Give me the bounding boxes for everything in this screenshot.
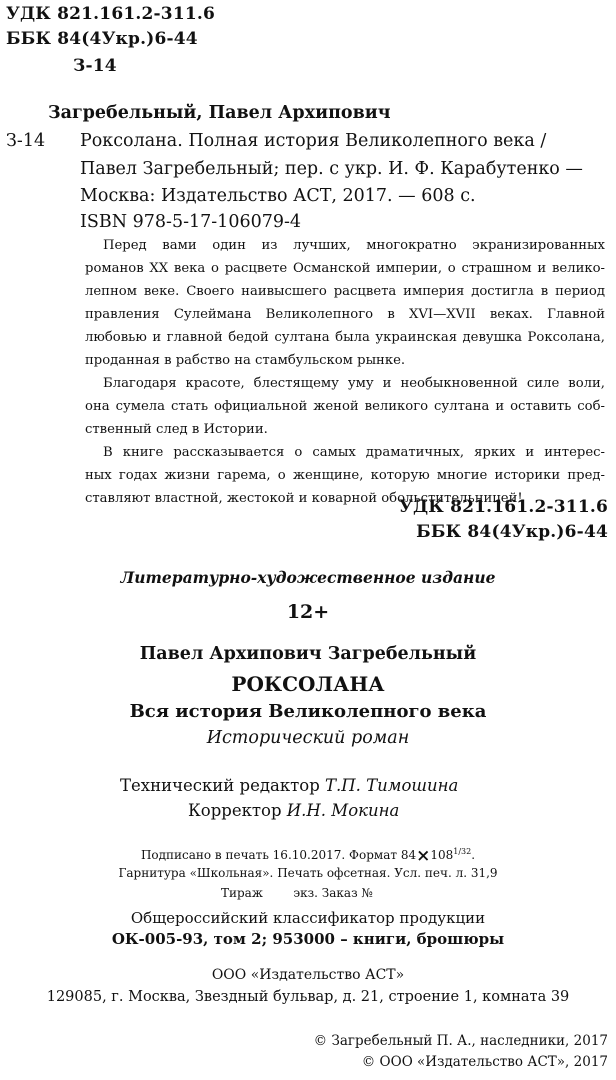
corrector-credit — [188, 801, 399, 820]
udk-code-bottom: УДК 821.161.2-311.6 — [398, 497, 608, 517]
classifier-code: ОК-005-93, том 2; 953000 – книги, брошюры — [111, 930, 505, 948]
corrector-name: И.Н. Мокина — [286, 801, 400, 820]
typeface-line: Гарнитура «Школьная». Печать офсетная. Усл. печ. л. 31,9 — [118, 866, 498, 880]
classifier-title: Общероссийский классификатор продукции — [130, 909, 486, 927]
format-fraction: 1/32 — [453, 847, 472, 856]
book-author: Павел Архипович Загребельный — [139, 644, 477, 664]
annotation — [85, 234, 605, 510]
author-heading: Загребельный, Павел Архипович — [48, 103, 391, 123]
tech-editor-credit — [120, 776, 458, 795]
annotation-line: романов XX века о расцвете Османской империи, о страшном и велико- — [85, 261, 605, 276]
annotation-line: любовью и главной бедой султана была украинская девушка Роксолана, — [85, 330, 605, 345]
publisher-address: 129085, г. Москва, Звездный бульвар, д. 21, строение 1, комната 39 — [46, 989, 570, 1005]
annotation-line: ставляют властной, жестокой и коварной обольстительницей! — [85, 491, 523, 506]
author-sign-top: З-14 — [73, 56, 117, 76]
copyright-author: © Загребельный П. А., наследники, 2017 — [313, 1033, 608, 1049]
annotation-line: Благодаря красоте, блестящему уму и необыкновенной силе воли, — [103, 376, 605, 391]
signed-to-print — [0, 846, 616, 866]
format-multiply-sign: × — [416, 846, 431, 866]
format-end: . — [471, 848, 476, 862]
age-rating: 12+ — [286, 601, 330, 623]
copyright-publisher: © ООО «Издательство АСТ», 2017 — [361, 1054, 608, 1070]
catalog-line-2: Павел Загребельный; пер. с укр. И. Ф. Карабутенко — — [80, 159, 583, 179]
udk-code-top: УДК 821.161.2-311.6 — [6, 4, 216, 24]
catalog-line-1: Роксолана. Полная история Великолепного века / — [80, 131, 547, 151]
publisher-name: ООО «Издательство АСТ» — [211, 967, 405, 983]
corrector-label: Корректор — [188, 801, 282, 820]
signed-text: Подписано в печать 16.10.2017. Формат 84 — [140, 848, 417, 862]
annotation-line: правления Сулеймана Великолепного в XVI—XVII веках. Главной — [85, 307, 605, 322]
annotation-line: лепном веке. Своего наивысшего расцвета империя достигла в период — [85, 284, 605, 299]
annotation-line: она сумела стать официальной женой великого султана и оставить соб- — [85, 399, 605, 414]
annotation-line: В книге рассказывается о самых драматичных, ярких и интерес- — [103, 445, 605, 460]
tech-editor-label: Технический редактор — [120, 776, 320, 795]
bbk-code-bottom: ББК 84(4Укр.)6-44 — [416, 522, 608, 542]
bbk-code-top: ББК 84(4Укр.)6-44 — [6, 29, 198, 49]
book-genre: Исторический роман — [206, 728, 410, 748]
format-tail: 108 — [430, 848, 454, 862]
edition-type: Литературно-художественное издание — [120, 568, 496, 587]
tech-editor-name: Т.П. Тимошина — [325, 776, 459, 795]
annotation-line: ных годах жизни гарема, о женщине, которую многие историки пред- — [85, 468, 605, 483]
annotation-line: проданная в рабство на стамбульском рынке. — [85, 353, 406, 368]
print-run-line: Тираж экз. Заказ № — [221, 886, 373, 900]
book-title: РОКСОЛАНА — [231, 672, 385, 696]
catalog-line-3: Москва: Издательство АСТ, 2017. — 608 с. — [80, 186, 476, 206]
isbn: ISBN 978-5-17-106079-4 — [80, 212, 302, 232]
annotation-line: Перед вами один из лучших, многократно экранизированных — [103, 238, 605, 253]
annotation-line: ственный след в Истории. — [85, 422, 268, 437]
author-sign: З-14 — [6, 131, 46, 151]
book-subtitle: Вся история Великолепного века — [129, 701, 487, 722]
